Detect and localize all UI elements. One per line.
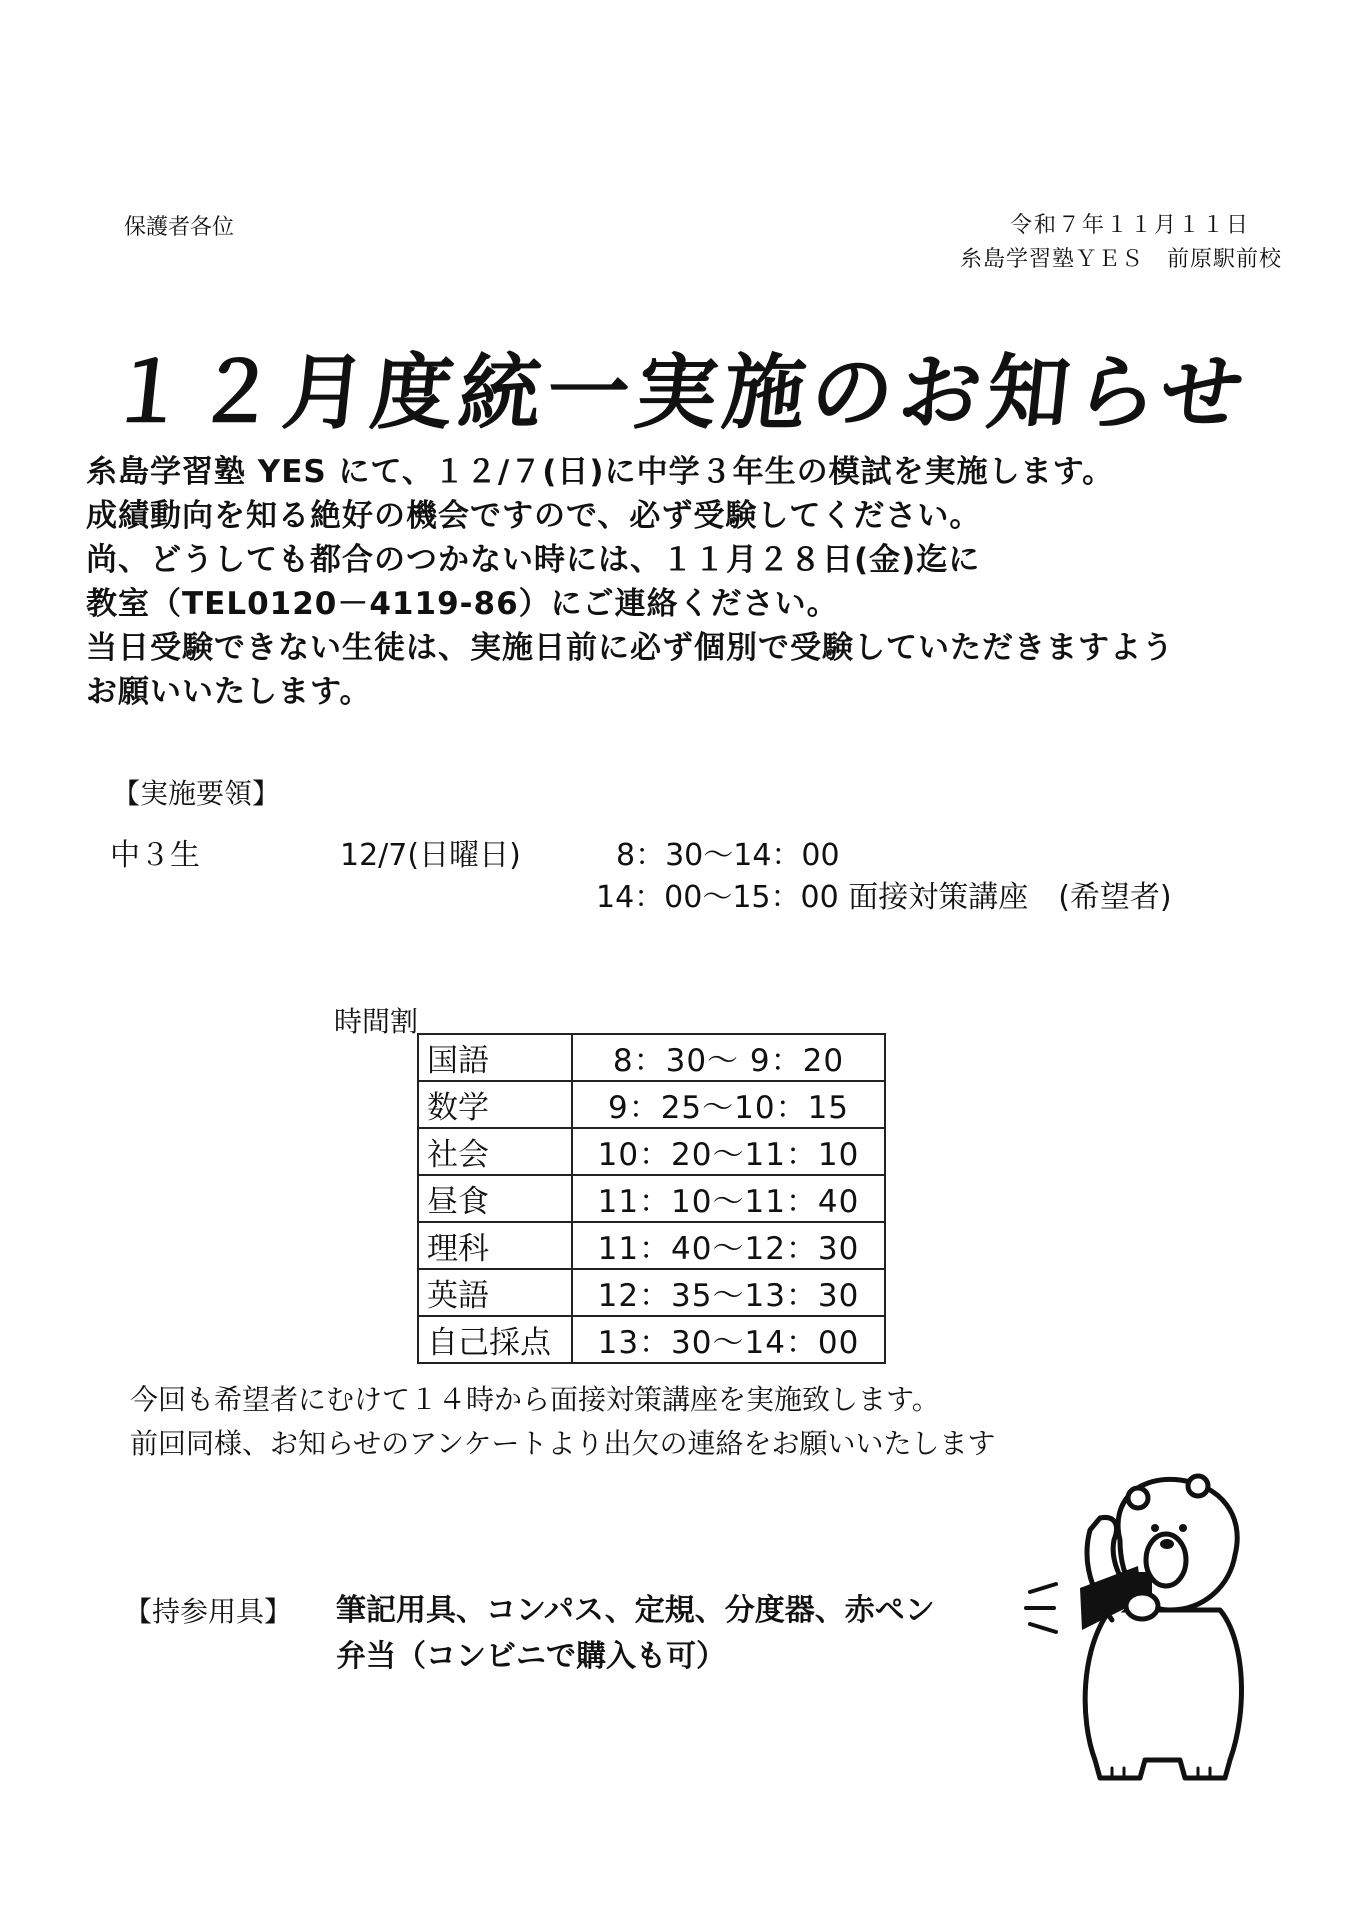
table-row [418,1269,885,1316]
items-heading: 【持参用具】 [124,1595,293,1628]
table-row [418,1316,885,1363]
items-line: 弁当（コンビニで購入も可） [336,1639,726,1674]
subject-cell: 数学 [418,1081,572,1128]
bear-megaphone-illustration [1020,1460,1270,1790]
items-line: 筆記用具、コンパス、定規、分度器、赤ペン [336,1593,935,1628]
schedule-exam-time: 8：30～14：00 [616,838,840,873]
schedule-interview-time: 14：00～15：00 面接対策講座 (希望者) [596,880,1172,915]
school-name: 糸島学習塾ＹＥＳ 前原駅前校 [959,247,1282,272]
intro-line: 糸島学習塾 YES にて、１２/７(日)に中学３年生の模試を実施します。 [86,454,1115,490]
subject-cell: 理科 [418,1222,572,1269]
time-cell: 13：30～14：00 [572,1316,885,1363]
table-row [418,1081,885,1128]
timetable-label: 時間割 [334,1005,419,1038]
intro-line: 当日受験できない生徒は、実施日前に必ず個別で受験していただきますよう [86,630,1174,666]
implementation-heading: 【実施要領】 [112,777,281,810]
note-line: 前回同様、お知らせのアンケートより出欠の連絡をお願いいたします [130,1427,996,1460]
subject-cell: 国語 [418,1034,572,1081]
items-list [336,1588,935,1680]
table-row [418,1175,885,1222]
subject-cell: 昼食 [418,1175,572,1222]
addressee: 保護者各位 [124,215,235,240]
time-cell: 11：40～12：30 [572,1222,885,1269]
subject-cell: 社会 [418,1128,572,1175]
bear-nose [1160,1539,1174,1549]
interview-note [130,1378,995,1466]
table-row [418,1034,885,1081]
timetable [417,1033,886,1364]
time-cell: 11：10～11：40 [572,1175,885,1222]
intro-line: 成績動向を知る絶好の機会ですので、必ず受験してください。 [86,498,982,534]
page-title: １２月度統一実施のお知らせ [102,346,1254,441]
intro-line: お願いいたします。 [86,674,372,710]
schedule-grade: 中３生 [110,838,200,873]
time-cell: 8：30～ 9：20 [572,1034,885,1081]
subject-cell: 英語 [418,1269,572,1316]
table-row [418,1222,885,1269]
time-cell: 10：20～11：10 [572,1128,885,1175]
schedule-date: 12/7(日曜日) [340,838,521,873]
subject-cell: 自己採点 [418,1316,572,1363]
intro-paragraph [86,450,1286,714]
time-cell: 9：25～10：15 [572,1081,885,1128]
bear-eye [1179,1524,1187,1532]
bear-eye [1151,1524,1159,1532]
table-row [418,1128,885,1175]
time-cell: 12：35～13：30 [572,1269,885,1316]
intro-line: 教室（TEL0120－4119-86）にご連絡ください。 [86,586,839,622]
note-line: 今回も希望者にむけて１４時から面接対策講座を実施致します。 [130,1383,940,1416]
issue-date: 令和７年１１月１１日 [1009,213,1250,238]
intro-line: 尚、どうしても都合のつかない時には、１１月２８日(金)迄に [86,542,981,578]
